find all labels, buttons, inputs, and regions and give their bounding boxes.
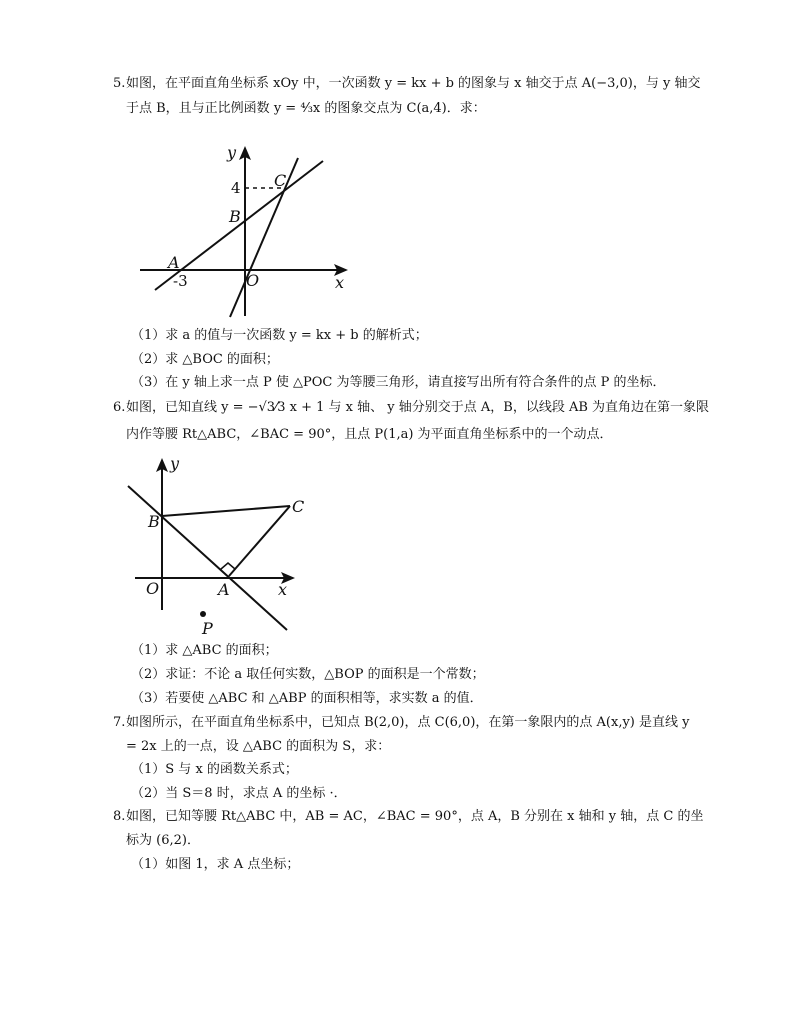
problem-6-text-line1: 如图，已知直线 y = −√3⁄3 x + 1 与 x 轴、 y 轴分别交于点 A，B，以线段 AB 为直角边在第一象限	[126, 400, 710, 415]
label-B: B	[148, 512, 160, 531]
tick-4: 4	[231, 179, 241, 197]
problem-5-figure	[130, 140, 360, 325]
problem-5-q3: （3）在 y 轴上求一点 P 使 △POC 为等腰三角形，请直接写出所有符合条件的点 P 的坐标．	[131, 375, 666, 390]
label-C: C	[274, 171, 287, 190]
problem-5-text-line2: 于点 B，且与正比例函数 y = ⁴⁄₃x 的图象交点为 C(a,4)．求：	[126, 101, 486, 116]
segment-BC	[162, 506, 290, 516]
label-A: A	[218, 580, 230, 599]
problem-5-number: 5.	[113, 76, 126, 91]
problem-7-text-line2: = 2x 上的一点，设 △ABC 的面积为 S，求：	[126, 739, 391, 754]
problem-8-number: 8.	[113, 809, 126, 824]
x-axis-label: x	[278, 580, 288, 599]
problem-7-q1: （1）S 与 x 的函数关系式；	[131, 762, 298, 777]
problem-7-number: 7.	[113, 715, 126, 730]
x-axis-label: x	[335, 273, 345, 292]
y-axis-label: y	[170, 454, 180, 473]
point-P	[200, 611, 206, 617]
problem-7-q2: （2）当 S＝8 时，求点 A 的坐标 ·．	[131, 786, 347, 801]
problem-5-text-line1: 如图，在平面直角坐标系 xOy 中，一次函数 y = kx + b 的图象与 x 轴交于点 A(−3,0)，与 y 轴交	[126, 76, 701, 91]
problem-6-q2: （2）求证：不论 a 取任何实数，△BOP 的面积是一个常数；	[131, 667, 485, 682]
problem-5-q1: （1）求 a 的值与一次函数 y = kx + b 的解析式；	[131, 328, 428, 343]
problem-6-q1: （1）求 △ABC 的面积；	[131, 643, 278, 658]
segment-CA	[229, 506, 290, 576]
problem-6-figure	[120, 452, 320, 640]
label-A: A	[168, 253, 180, 272]
problem-7-text-line1: 如图所示，在平面直角坐标系中，已知点 B(2,0)，点 C(6,0)，在第一象限内的点 A(x,y) 是直线 y	[126, 715, 690, 730]
problem-5-q2: （2）求 △BOC 的面积；	[131, 352, 279, 367]
problem-6-q3: （3）若要使 △ABC 和 △ABP 的面积相等，求实数 a 的值．	[131, 691, 483, 706]
label-O: O	[246, 271, 260, 290]
problem-6-number: 6.	[113, 400, 126, 415]
right-angle-mark	[221, 563, 235, 569]
label-C: C	[292, 497, 305, 516]
tick-neg3: -3	[173, 272, 188, 290]
problem-8-text-line2: 标为 (6,2)．	[126, 833, 200, 848]
label-B: B	[229, 207, 241, 226]
problem-8-q1: （1）如图 1，求 A 点坐标；	[131, 857, 300, 872]
label-O: O	[146, 579, 160, 598]
problem-6-text-line2: 内作等腰 Rt△ABC，∠BAC = 90°，且点 P(1,a) 为平面直角坐标系中的一个动点．	[126, 427, 613, 442]
y-axis-label: y	[227, 143, 237, 162]
label-P: P	[202, 619, 213, 638]
problem-8-text-line1: 如图，已知等腰 Rt△ABC 中，AB = AC，∠BAC = 90°，点 A，B 分别在 x 轴和 y 轴，点 C 的坐	[126, 809, 704, 824]
